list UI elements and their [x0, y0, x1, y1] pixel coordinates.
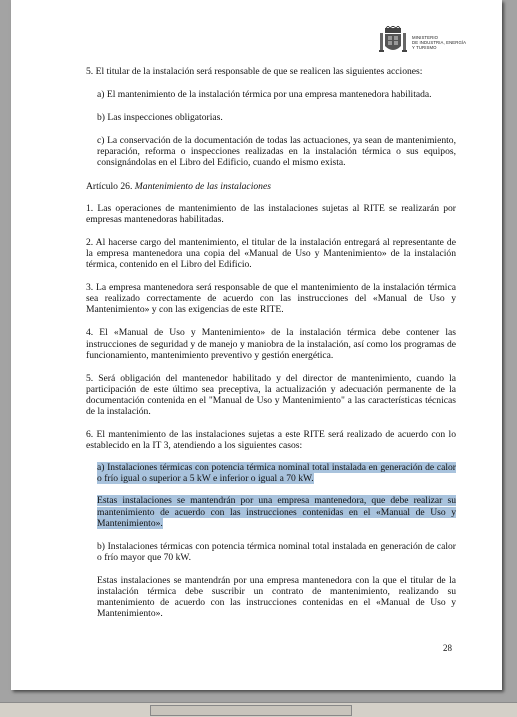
paragraph: 5. El titular de la instalación será responsable de que se realicen las siguientes acciones: [86, 66, 423, 77]
paragraph: 4. El «Manual de Uso y Mantenimiento» de la instalación térmica debe contener las instrucciones de seguridad y de manejo y maniobra de la instalación, así como los programas de funcionamiento, mantenimiento preventivo y gestión energética. [86, 327, 456, 361]
ministry-line: MINISTERIO [412, 35, 439, 40]
document-page [11, 0, 502, 690]
selected-text[interactable]: a) Instalaciones térmicas con potencia térmica nominal total instalada en generación de calor o frío igual o superior a 5 kW e inferior o igual a 70 kW. [97, 462, 456, 485]
paragraph: Estas instalaciones se mantendrán por una empresa mantenedora con la que el titular de la instalación térmica debe suscribir un contrato de mantenimiento, realizando su mantenimiento de acuerdo con las instrucciones contenidas en el «Manual de Uso y Mantenimiento». [97, 574, 456, 620]
article-number: Artículo 26. [86, 180, 133, 192]
selected-text[interactable]: Estas instalaciones se mantendrán por una empresa mantenedora, que debe realizar su mantenimiento de acuerdo con las instrucciones contenidas en el «Manual de Uso y Mantenimiento». [97, 495, 456, 529]
paragraph: a) El mantenimiento de la instalación térmica por una empresa mantenedora habilitada. [97, 89, 432, 101]
paragraph: b) Las inspecciones obligatorias. [97, 112, 223, 124]
article-title: Mantenimiento de las instalaciones [134, 180, 271, 192]
highlighted-paragraph[interactable] [86, 495, 456, 528]
ministry-line: DE INDUSTRIA, ENERGÍA [412, 40, 467, 46]
ministry-name [412, 26, 472, 51]
coat-of-arms-icon [379, 26, 407, 56]
horizontal-scrollbar[interactable] [0, 702, 517, 717]
document-body [86, 66, 456, 619]
paragraph: c) La conservación de la documentación de todas las actuaciones, ya sean de mantenimiento, reparación, reforma o inspecciones realizadas en la instalación térmica o sus equipos, consignándolas en el Libro del Edificio, cuando el mismo exista. [97, 135, 456, 169]
highlighted-paragraph[interactable] [86, 462, 456, 484]
page-header [379, 26, 472, 56]
paragraph: 6. El mantenimiento de las instalaciones sujetas a este RITE será realizado de acuerdo con lo establecido en la IT 3, atendiendo a los siguientes casos: [86, 429, 456, 452]
paragraph: 2. Al hacerse cargo del mantenimiento, el titular de la instalación entregará al representante de la empresa mantenedora una copia del «Manual de Uso y Mantenimiento» de la instalación térmica, contenido en el Libro del Edificio. [86, 236, 456, 271]
page-number: 28 [443, 643, 452, 653]
paragraph: 3. La empresa mantenedora será responsable de que el mantenimiento de la instalación térmica sea realizado correctamente de acuerdo con las instrucciones del «Manual de Uso y Mantenimiento» y con las exigencias de este RITE. [86, 282, 456, 316]
paragraph: 5. Será obligación del mantenedor habilitado y del director de mantenimiento, cuando la participación de este último sea preceptiva, la actualización y adecuación permanente de la documentación contenida en el "Manual de Uso y Mantenimiento" a las características técnicas de la instalación. [86, 372, 456, 417]
paragraph: b) Instalaciones térmicas con potencia térmica nominal total instalada en generación de calor o frío mayor que 70 kW. [97, 540, 456, 563]
paragraph: 1. Las operaciones de mantenimiento de las instalaciones sujetas al RITE se realizarán por empresas mantenedoras habilitadas. [86, 202, 456, 225]
ministry-line: Y TURISMO [412, 45, 437, 51]
article-heading [86, 181, 456, 192]
scrollbar-thumb[interactable] [150, 705, 352, 716]
